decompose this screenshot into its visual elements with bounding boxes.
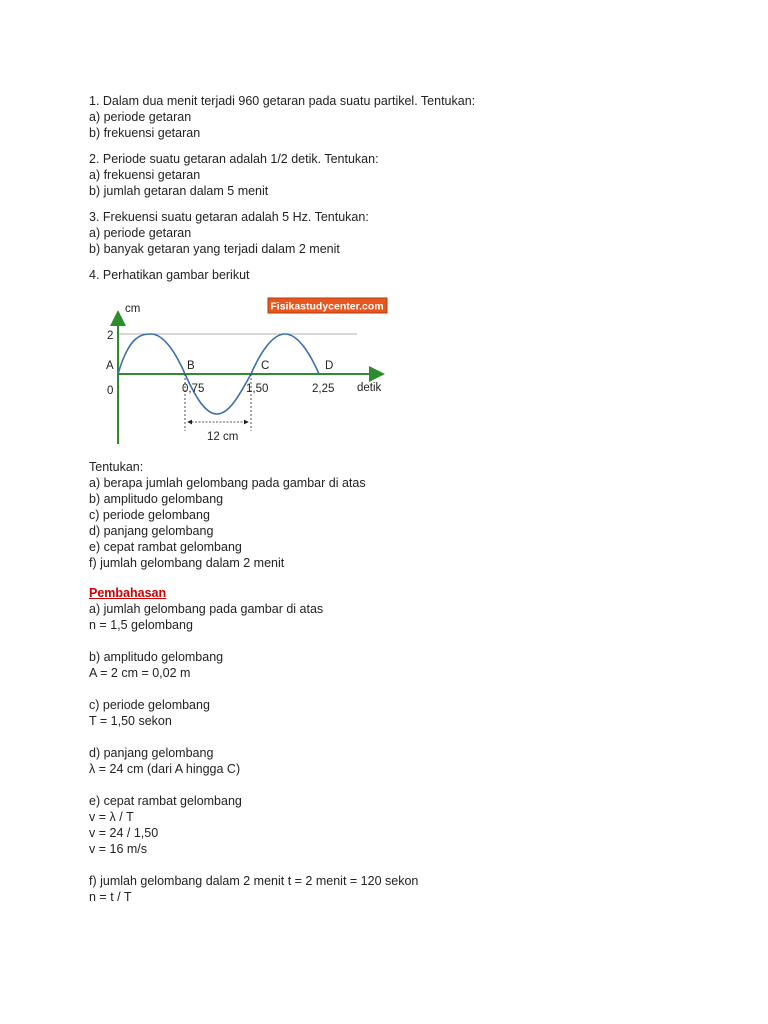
task-item-c: c) periode gelombang bbox=[89, 508, 210, 522]
answer-e-line-2: v = 24 / 1,50 bbox=[89, 826, 159, 840]
answer-c-line-1: T = 1,50 sekon bbox=[89, 714, 172, 728]
task-item-f: f) jumlah gelombang dalam 2 menit bbox=[89, 556, 285, 570]
point-label-d: D bbox=[325, 360, 334, 372]
task-heading: Tentukan: bbox=[89, 460, 144, 474]
document-page bbox=[89, 93, 709, 905]
question-2 bbox=[89, 151, 709, 199]
tick-label-150: 1,50 bbox=[246, 383, 269, 395]
answer-f-line-1: n = t / T bbox=[89, 890, 132, 904]
answer-e bbox=[89, 793, 709, 857]
question-2-item-a: a) frekuensi getaran bbox=[89, 168, 201, 182]
dimension-label: 12 cm bbox=[207, 431, 239, 443]
tick-label-225: 2,25 bbox=[312, 383, 335, 395]
question-3-item-b: b) banyak getaran yang terjadi dalam 2 menit bbox=[89, 242, 340, 256]
answer-b bbox=[89, 649, 709, 681]
y-unit-label: cm bbox=[125, 303, 141, 315]
wave-diagram bbox=[99, 296, 399, 446]
task-list bbox=[89, 459, 709, 571]
question-1-item-a: a) periode getaran bbox=[89, 110, 192, 124]
answer-c-title: c) periode gelombang bbox=[89, 698, 210, 712]
tick-label-075: 0,75 bbox=[182, 383, 205, 395]
x-unit-label: detik bbox=[357, 382, 382, 394]
question-1-text: 1. Dalam dua menit terjadi 960 getaran pada suatu partikel. Tentukan: bbox=[89, 94, 476, 108]
question-4 bbox=[89, 267, 709, 283]
question-3-text: 3. Frekuensi suatu getaran adalah 5 Hz. Tentukan: bbox=[89, 210, 369, 224]
answer-d bbox=[89, 745, 709, 777]
question-4-text: 4. Perhatikan gambar berikut bbox=[89, 268, 250, 282]
discussion-heading: Pembahasan bbox=[89, 586, 167, 600]
answer-a-title: a) jumlah gelombang pada gambar di atas bbox=[89, 602, 324, 616]
question-1 bbox=[89, 93, 709, 141]
question-3 bbox=[89, 209, 709, 257]
answer-e-title: e) cepat rambat gelombang bbox=[89, 794, 242, 808]
answer-e-line-1: v = λ / T bbox=[89, 810, 134, 824]
task-item-a: a) berapa jumlah gelombang pada gambar di atas bbox=[89, 476, 366, 490]
answer-f-title: f) jumlah gelombang dalam 2 menit t = 2 menit = 120 sekon bbox=[89, 874, 419, 888]
answer-c bbox=[89, 697, 709, 729]
answer-a bbox=[89, 601, 709, 633]
task-item-d: d) panjang gelombang bbox=[89, 524, 214, 538]
origin-label: 0 bbox=[107, 385, 114, 397]
answer-d-title: d) panjang gelombang bbox=[89, 746, 214, 760]
task-item-e: e) cepat rambat gelombang bbox=[89, 540, 242, 554]
question-1-item-b: b) frekuensi getaran bbox=[89, 126, 201, 140]
answer-f bbox=[89, 873, 709, 905]
task-item-b: b) amplitudo gelombang bbox=[89, 492, 224, 506]
answer-d-line-1: λ = 24 cm (dari A hingga C) bbox=[89, 762, 241, 776]
answer-b-title: b) amplitudo gelombang bbox=[89, 650, 224, 664]
question-2-item-b: b) jumlah getaran dalam 5 menit bbox=[89, 184, 269, 198]
watermark-text: Fisikastudycenter.com bbox=[270, 300, 384, 313]
answer-b-line-1: A = 2 cm = 0,02 m bbox=[89, 666, 191, 680]
wave-figure bbox=[99, 296, 399, 446]
point-label-b: B bbox=[187, 360, 195, 372]
point-label-c: C bbox=[261, 360, 270, 372]
discussion-section bbox=[89, 585, 709, 905]
answer-a-line-1: n = 1,5 gelombang bbox=[89, 618, 193, 632]
amplitude-label: 2 bbox=[107, 330, 114, 342]
question-2-text: 2. Periode suatu getaran adalah 1/2 detik. Tentukan: bbox=[89, 152, 379, 166]
question-3-item-a: a) periode getaran bbox=[89, 226, 192, 240]
answer-e-line-3: v = 16 m/s bbox=[89, 842, 148, 856]
point-label-a: A bbox=[106, 360, 114, 372]
